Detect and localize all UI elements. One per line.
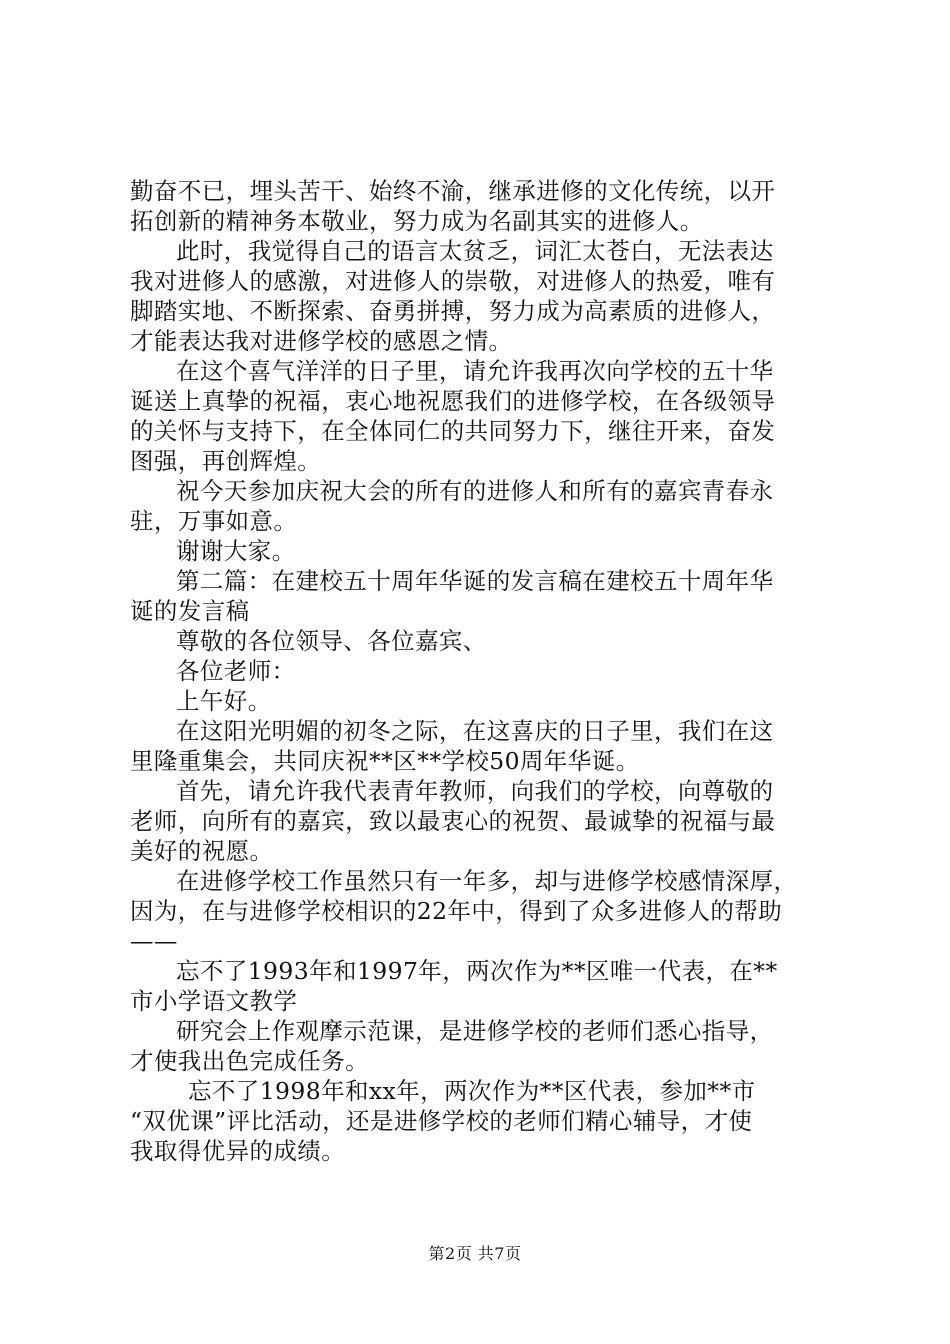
text-line: 脚踏实地、不断探索、奋勇拼搏，努力成为高素质的进修人， bbox=[130, 297, 776, 325]
greeting: 上午好。 bbox=[176, 687, 272, 715]
text-line: 才能表达我对进修学校的感恩之情。 bbox=[130, 327, 513, 355]
paragraph-start: 忘不了1998年和xx年，两次作为**区代表，参加**市 bbox=[188, 1077, 756, 1105]
paragraph-start: 谢谢大家。 bbox=[176, 537, 296, 565]
paragraph-start: 祝今天参加庆祝大会的所有的进修人和所有的嘉宾青春永 bbox=[176, 477, 774, 505]
paragraph-start: 此时，我觉得自己的语言太贫乏，词汇太苍白，无法表达 bbox=[176, 237, 774, 265]
salutation: 尊敬的各位领导、各位嘉宾、 bbox=[176, 627, 487, 655]
paragraph-start: 忘不了1993年和1997年，两次作为**区唯一代表，在** bbox=[176, 957, 778, 985]
text-line: 图强，再创辉煌。 bbox=[130, 447, 322, 475]
section-heading: 第二篇：在建校五十周年华诞的发言稿在建校五十周年华 bbox=[176, 567, 774, 595]
text-line: 因为，在与进修学校相识的22年中，得到了众多进修人的帮助 bbox=[130, 897, 783, 925]
text-line: “双优课”评比活动，还是进修学校的老师们精心辅导，才使 bbox=[130, 1107, 753, 1135]
text-line: 的关怀与支持下，在全体同仁的共同努力下，继往开来，奋发 bbox=[130, 417, 776, 445]
paragraph-start: 研究会上作观摩示范课，是进修学校的老师们悉心指导， bbox=[176, 1017, 774, 1045]
paragraph-start: 在进修学校工作虽然只有一年多，却与进修学校感情深厚， bbox=[176, 867, 798, 895]
paragraph-start: 在这个喜气洋洋的日子里，请允许我再次向学校的五十华 bbox=[176, 357, 774, 385]
text-line: 勤奋不已，埋头苦干、始终不渝，继承进修的文化传统，以开 bbox=[130, 177, 776, 205]
text-line: 美好的祝愿。 bbox=[130, 837, 274, 865]
text-line: 里隆重集会，共同庆祝**区**学校50周年华诞。 bbox=[130, 747, 640, 775]
paragraph-start: 首先，请允许我代表青年教师，向我们的学校，向尊敬的 bbox=[176, 777, 774, 805]
text-line: —— bbox=[130, 927, 178, 955]
text-line: 市小学语文教学 bbox=[130, 987, 298, 1015]
text-line: 我取得优异的成绩。 bbox=[130, 1137, 346, 1165]
page-footer: 第2页 共7页 bbox=[428, 1244, 522, 1263]
salutation: 各位老师： bbox=[176, 657, 296, 685]
text-line: 老师，向所有的嘉宾，致以最衷心的祝贺、最诚挚的祝福与最 bbox=[130, 807, 776, 835]
text-line: 才使我出色完成任务。 bbox=[130, 1047, 369, 1075]
paragraph-start: 在这阳光明媚的初冬之际，在这喜庆的日子里，我们在这 bbox=[176, 717, 774, 745]
document-body bbox=[130, 176, 830, 1166]
text-line: 诞送上真挚的祝福，衷心地祝愿我们的进修学校，在各级领导 bbox=[130, 387, 776, 415]
text-line: 驻，万事如意。 bbox=[130, 507, 298, 535]
text-line: 我对进修人的感激，对进修人的崇敬，对进修人的热爱，唯有 bbox=[130, 267, 776, 295]
text-line: 拓创新的精神务本敬业，努力成为名副其实的进修人。 bbox=[130, 207, 704, 235]
text-line: 诞的发言稿 bbox=[130, 597, 250, 625]
